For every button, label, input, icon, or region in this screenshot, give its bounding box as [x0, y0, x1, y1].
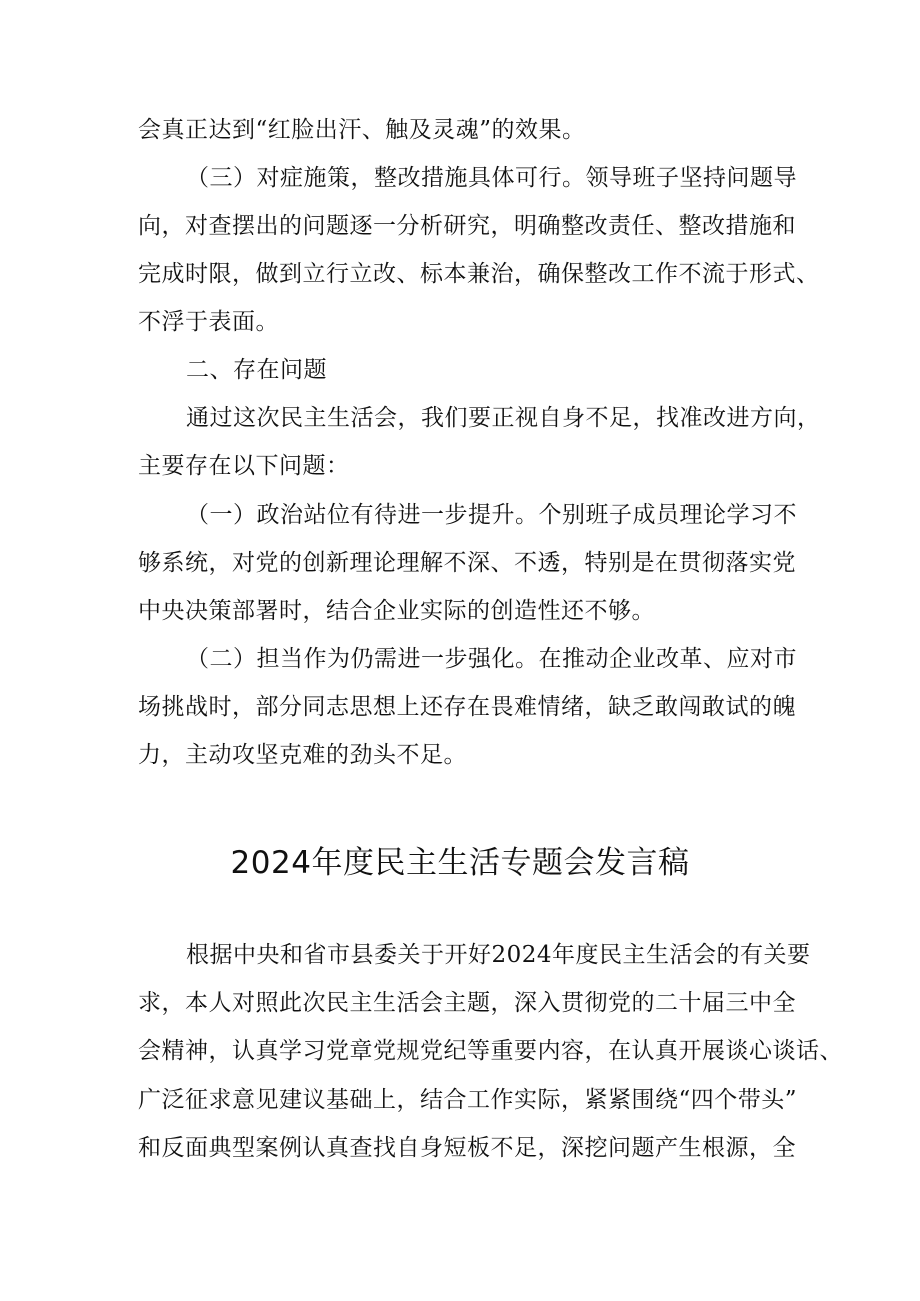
paragraph-line: （一）政治站位有待进一步提升。个别班子成员理论学习不 [186, 502, 797, 528]
paragraph-line: 根据中央和省市县委关于开好2024年度民主生活会的有关要 [186, 942, 811, 968]
paragraph-line: 完成时限，做到立行立改、标本兼治，确保整改工作不流于形式、 [138, 261, 820, 287]
paragraph-line: 场挑战时，部分同志思想上还存在畏难情绪，缺乏敢闯敢试的魄 [138, 694, 796, 720]
paragraph-line: 力，主动攻坚克难的劲头不足。 [138, 742, 467, 768]
paragraph-line: 和反面典型案例认真查找自身短板不足，深挖问题产生根源，全 [138, 1135, 796, 1161]
paragraph-line: 向，对查摆出的问题逐一分析研究，明确整改责任、整改措施和 [138, 213, 796, 239]
paragraph-line: 通过这次民主生活会，我们要正视自身不足，找准改进方向， [186, 405, 821, 431]
paragraph-line: 主要存在以下问题： [138, 453, 350, 479]
paragraph-line: 不浮于表面。 [138, 309, 279, 335]
document-title: 2024年度民主生活专题会发言稿 [230, 845, 690, 881]
paragraph-line: 广泛征求意见建议基础上，结合工作实际，紧紧围绕“四个带头” [138, 1087, 798, 1113]
section-heading: 二、存在问题 [186, 357, 327, 383]
paragraph-line: 会精神，认真学习党章党规党纪等重要内容，在认真开展谈心谈话、 [138, 1038, 843, 1064]
paragraph-line: 够系统，对党的创新理论理解不深、不透，特别是在贯彻落实党 [138, 550, 796, 576]
paragraph-line: 会真正达到“红脸出汗、触及灵魂”的效果。 [138, 117, 586, 143]
paragraph-line: （三）对症施策，整改措施具体可行。领导班子坚持问题导 [186, 165, 797, 191]
paragraph-line: 求，本人对照此次民主生活会主题，深入贯彻党的二十届三中全 [138, 990, 796, 1016]
paragraph-line: 中央决策部署时，结合企业实际的创造性还不够。 [138, 598, 655, 624]
paragraph-line: （二）担当作为仍需进一步强化。在推动企业改革、应对市 [186, 646, 797, 672]
